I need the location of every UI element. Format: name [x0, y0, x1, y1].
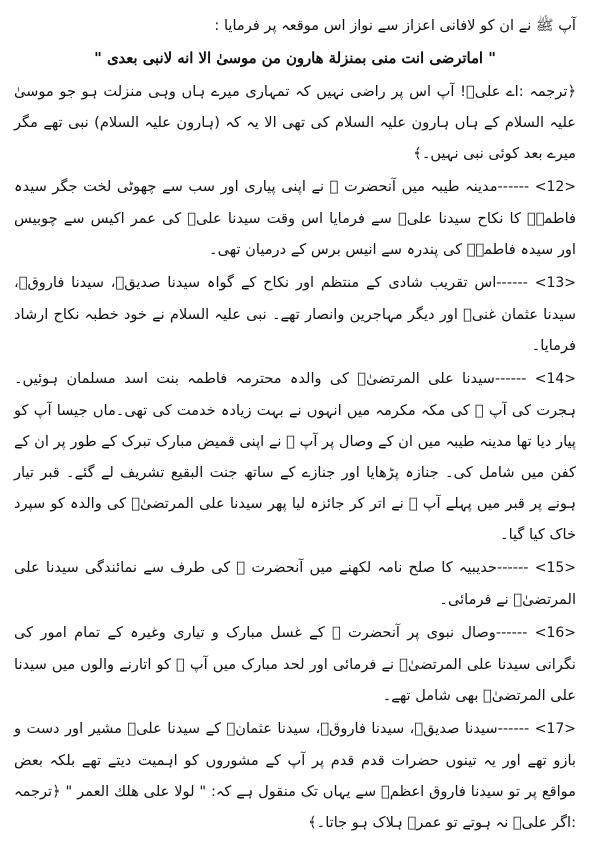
paragraph-text: ------حدیبیہ کا صلح نامہ لکھنے میں آنحضرت ﷺ کی طرف سے نمائندگی سیدنا علی المرتضیٰؓ نے فرمائی۔: [14, 559, 576, 608]
paragraph-12: [14, 171, 576, 265]
paragraph-text: ------سیدنا صدیقؓ، سیدنا فاروقؓ، سیدنا عثمانؓ کے سیدنا علیؓ مشیر اور دست و بازو تھے اور یہ تینوں حضرات قدم قدم پر آپ کے مشوروں کو اہمیت دیتے تھے بلکہ بعض مواقع پر تو سیدنا فاروق اعظمؓ سے یہاں تک منقول ہے کہ: " لولا على هلك العمر " ﴿ترجمہ :اگر علیؓ نہ ہوتے تو عمرؓ ہلاک ہو جاتا۔﴾: [14, 720, 576, 831]
paragraph-number: <16>: [534, 625, 576, 641]
paragraph-text: آپ ﷺ نے ان کو لافانی اعزاز سے نواز اس موقعہ پر فرمایا :: [214, 17, 576, 34]
translation-text: ﴿ترجمہ :اے علیؓ! آپ اس پر راضی نہیں کہ تمہاری میرے ہاں وہی منزلت ہو جو موسیٰ علیہ السلام کے ہاں ہارون علیہ السلام کی تھی الا یہ کہ (ہارون علیہ السلام) نبی تھے مگر میرے بعد کوئی نبی نہیں۔﴾: [14, 83, 576, 162]
paragraph-number: <14>: [534, 371, 576, 387]
paragraph-13: [14, 267, 576, 361]
paragraph-number: <12>: [534, 179, 577, 195]
paragraph-text: ------وصال نبوی پر آنحضرت ﷺ کے غسل مبارک و تیاری وغیرہ کے تمام امور کی نگرانی سیدنا علی المرتضیٰؓ نے فرمائی اور لحد مبارک میں آپ ﷺ کو اتارنے والوں میں سیدنا علی المرتضیٰؓ بھی شامل تھے۔: [14, 624, 576, 704]
paragraph-17: [14, 713, 576, 838]
paragraph-number: <15>: [534, 560, 576, 576]
document-page: [14, 10, 576, 856]
paragraph-intro: [14, 10, 576, 41]
paragraph-15: [14, 552, 576, 615]
paragraph-16: [14, 617, 576, 711]
arabic-quote: " اماترضى انت منى بمنزلة هارون من موسىٰ الا انه لانبى بعدى ": [94, 50, 496, 67]
paragraph-translation: [14, 76, 576, 169]
paragraph-14: [14, 363, 576, 550]
paragraph-hadith: [14, 43, 576, 74]
paragraph-text: ------سیدنا علی المرتضیٰؓ کی والدہ محترمہ فاطمہ بنت اسد مسلمان ہوئیں۔ ہجرت کی آپ ﷺ کی مکہ مکرمہ میں انہوں نے بہت زیادہ خدمت کی تھی۔ماں جیسا آپ کو پیار دیا تھا مدینہ طیبہ میں ان کے وصال پر آپ ﷺ نے اپنی قمیض مبارک تبرک کے طور پر ان کے کفن میں شامل کی۔ جنازہ پڑھایا اور جنازے کے ساتھ جنت البقیع تشریف لے گئے۔ قبر تیار ہونے پر قبر میں پہلے آپ ﷺ نے اتر کر جائزہ لیا پھر سیدنا علی المرتضیٰؓ کی والدہ کو سپرد خاک کیا گیا۔: [14, 370, 576, 543]
paragraph-number: <13>: [534, 275, 576, 291]
paragraph-text: ------مدینہ طیبہ میں آنحضرت ﷺ نے اپنی پیاری اور سب سے چھوٹی لخت جگر سیدہ فاطمہؓ کا نکاح سیدنا علیؓ سے فرمایا اس وقت سیدنا علیؓ کی عمر اکیس سے چوبیس اور سیدہ فاطمہؓ کی پندرہ سے انیس برس کے درمیان تھی۔: [14, 178, 576, 258]
paragraph-number: <17>: [534, 721, 576, 737]
paragraph-text: ------اس تقریب شادی کے منتظم اور نکاح کے گواہ سیدنا صدیقؓ، سیدنا فاروقؓ، سیدنا عثمان غنیؓ اور دیگر مہاجرین وانصار تھے۔ نبی علیہ السلام نے خود خطبہ نکاح ارشاد فرمایا۔: [14, 274, 576, 354]
